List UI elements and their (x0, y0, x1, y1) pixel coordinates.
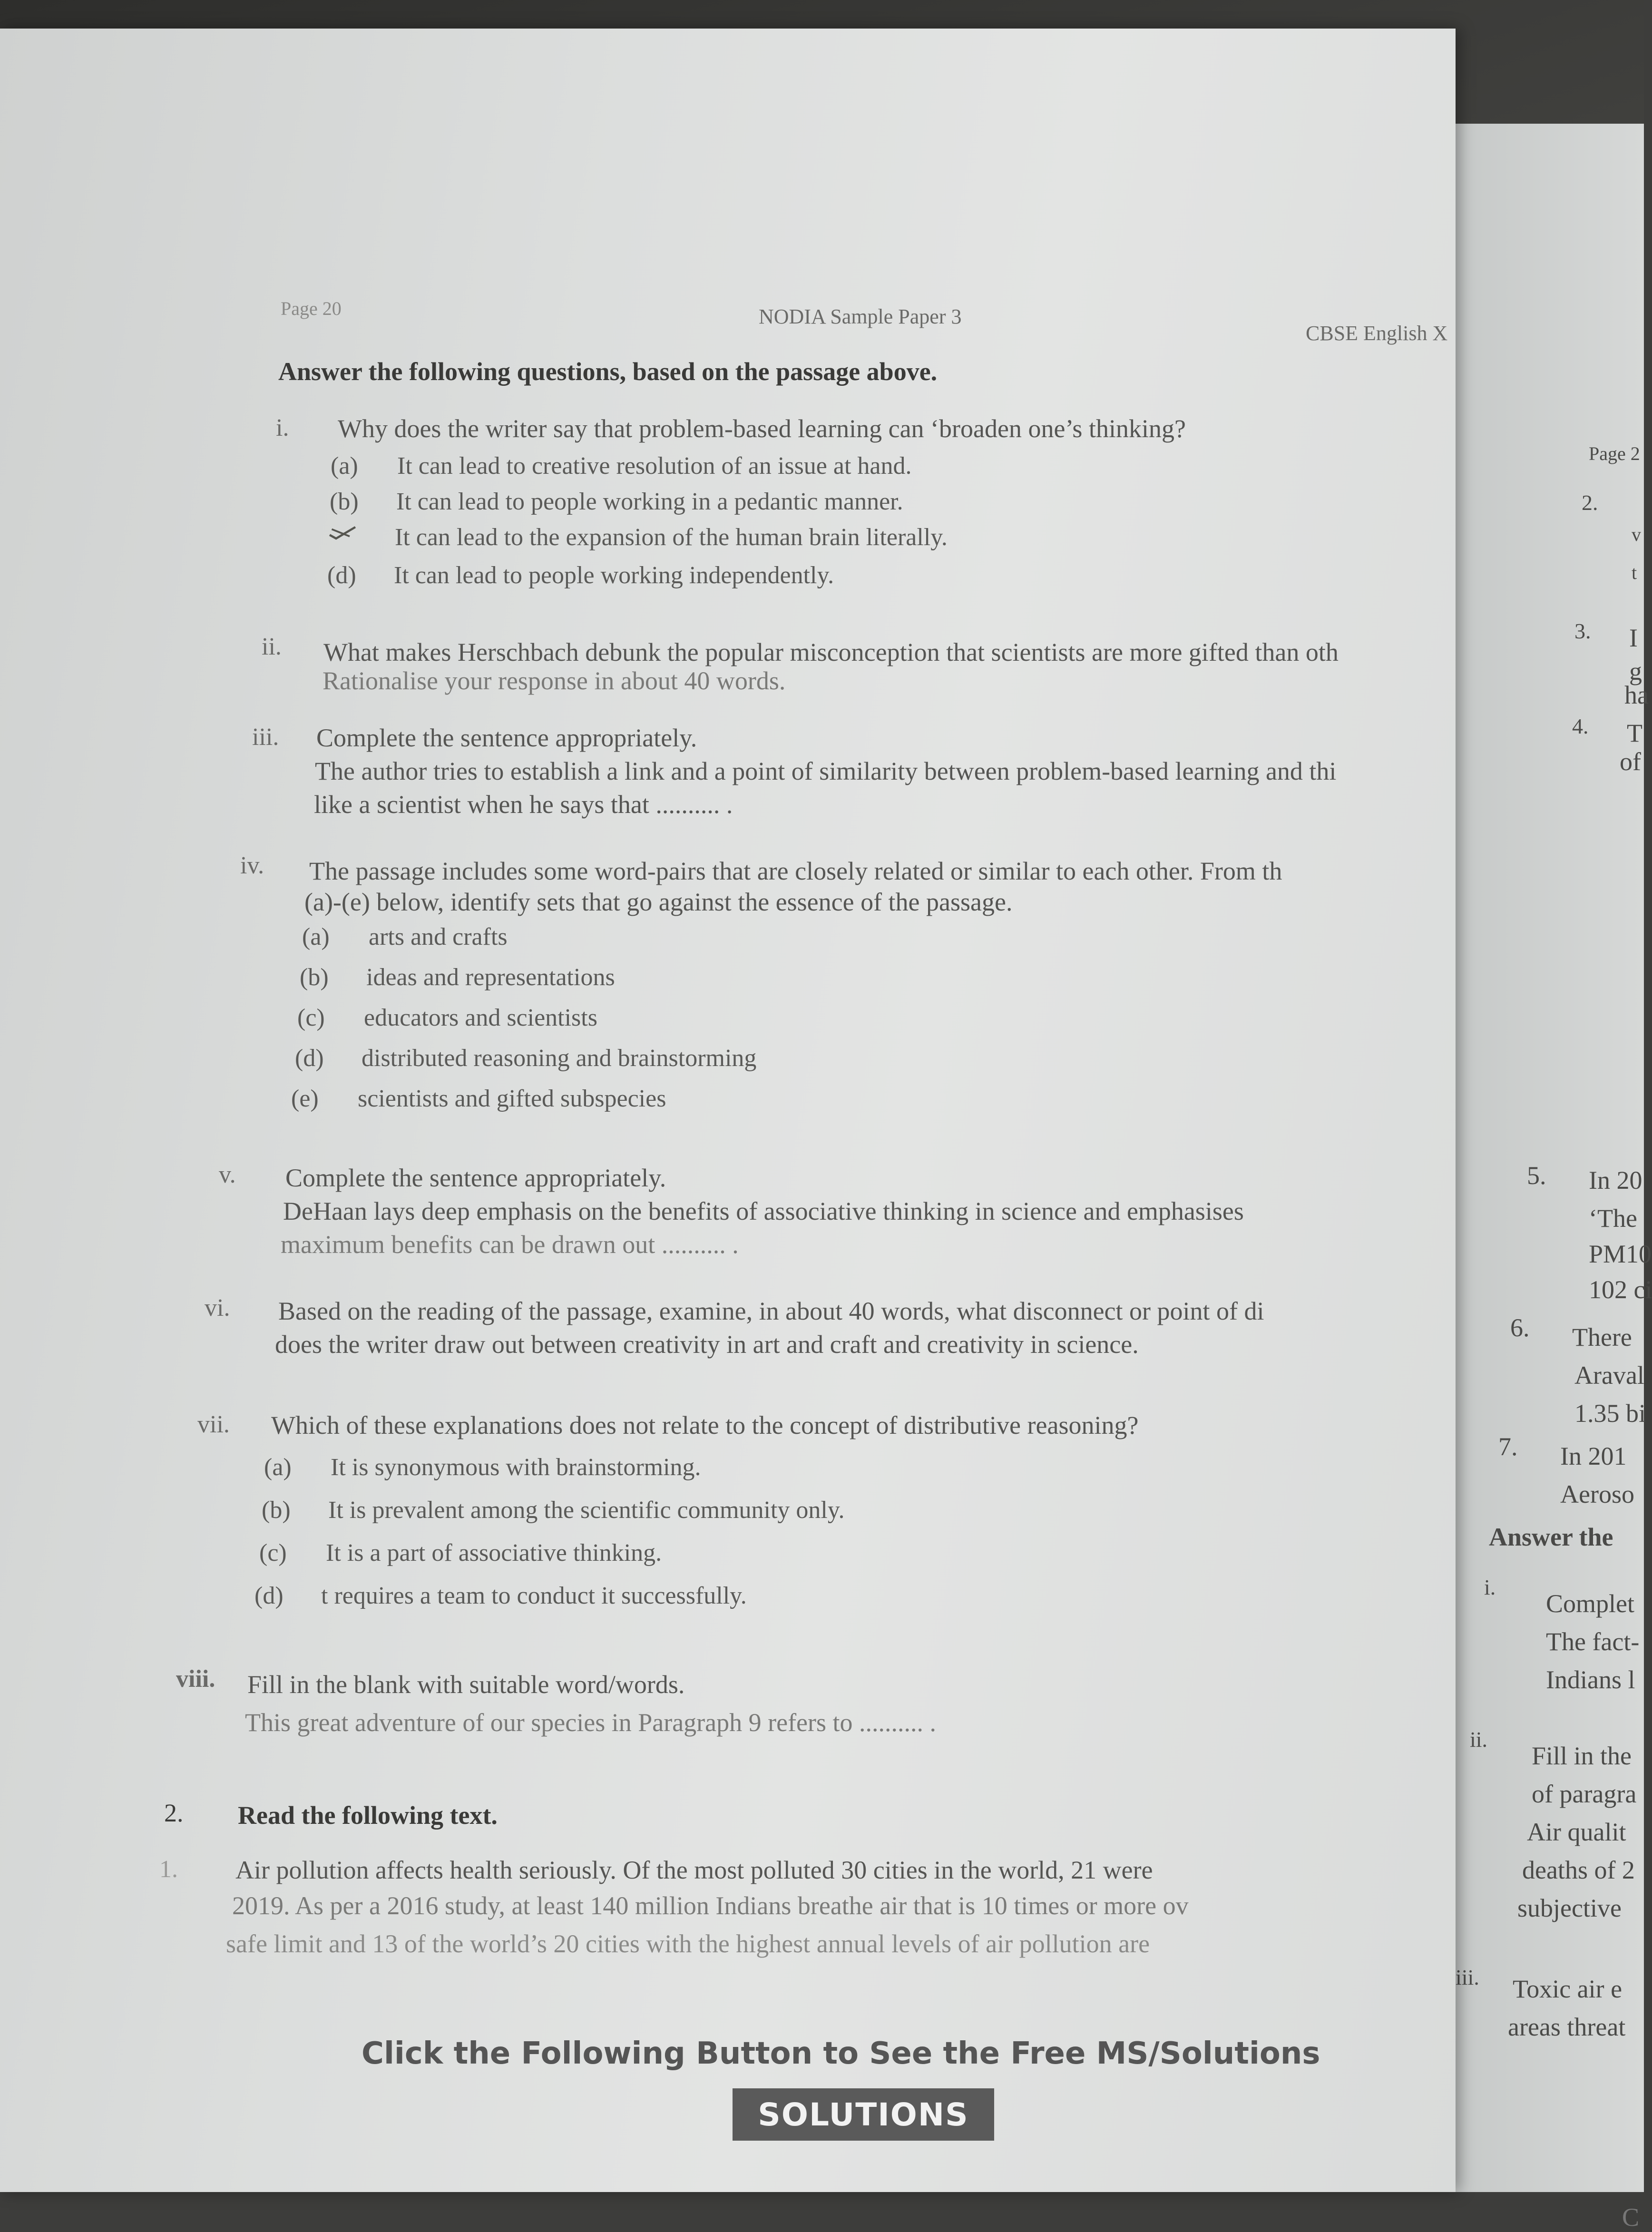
rp-text: There (1572, 1323, 1632, 1351)
option-row (295, 1044, 756, 1072)
exam-page (0, 29, 1456, 2192)
rp-text: 1.35 bi (1574, 1399, 1646, 1428)
rp-num: 3. (1574, 619, 1591, 643)
option-text: scientists and gifted subspecies (358, 1085, 666, 1112)
rp-text: Aeroso (1560, 1480, 1634, 1508)
option-label: (d) (295, 1045, 324, 1072)
option-label: (b) (262, 1497, 291, 1524)
rp-num: i. (1484, 1575, 1496, 1599)
option-row (331, 452, 912, 480)
option-row (300, 963, 615, 991)
rp-text: ‘The (1589, 1204, 1637, 1233)
question-text: The author tries to establish a link and a point of similarity between problem-based learning and thi (315, 757, 1337, 785)
option-row (259, 1539, 662, 1567)
option-text: It is prevalent among the scientific community only. (328, 1497, 845, 1524)
option-label: (b) (300, 964, 329, 991)
question-number: iii. (252, 724, 279, 751)
question-text: like a scientist when he says that .......... . (314, 790, 733, 819)
rp-text: I (1629, 624, 1638, 652)
question-number: v. (219, 1161, 236, 1188)
subject-label: CBSE English X (1306, 322, 1448, 345)
rp-text: C (1622, 2203, 1640, 2232)
rp-page-label: Page 2 (1589, 443, 1640, 464)
question-number: ii. (262, 633, 282, 660)
rp-text: Air qualit (1527, 1818, 1626, 1846)
option-row (262, 1496, 844, 1524)
solutions-prompt: Click the Following Button to See the Free MS/Solutions (362, 2036, 1320, 2071)
option-text: It is a part of associative thinking. (326, 1539, 662, 1566)
paper-title: NODIA Sample Paper 3 (759, 305, 962, 328)
option-row (264, 1453, 701, 1481)
option-row (328, 523, 948, 551)
rp-num: 2. (1582, 490, 1598, 515)
passage-line: Air pollution affects health seriously. Of the most polluted 30 cities in the world, 21 were (235, 1856, 1153, 1884)
option-text: educators and scientists (364, 1004, 597, 1031)
option-row (330, 488, 903, 516)
rp-text: g (1629, 657, 1642, 685)
option-text: It is synonymous with brainstorming. (331, 1454, 701, 1481)
question-text: Based on the reading of the passage, examine, in about 40 words, what disconnect or point of di (278, 1297, 1264, 1325)
rp-num: 4. (1572, 714, 1589, 738)
option-label: (c) (297, 1004, 325, 1031)
rp-text: Fill in the (1532, 1742, 1632, 1770)
question-number: vii. (197, 1411, 230, 1438)
rp-text: areas threat (1508, 2013, 1626, 2041)
option-text: It can lead to creative resolution of an issue at hand. (397, 452, 912, 480)
question-text: The passage includes some word-pairs that are closely related or similar to each other. From th (309, 857, 1282, 885)
rp-num: 6. (1510, 1313, 1530, 1342)
paragraph-number: 1. (159, 1856, 178, 1883)
option-label: (d) (254, 1582, 283, 1609)
rp-heading: Answer the (1489, 1523, 1613, 1551)
question-text: Which of these explanations does not relate to the concept of distributive reasoning? (271, 1411, 1139, 1439)
question-text: Fill in the blank with suitable word/words. (247, 1670, 685, 1699)
option-row (302, 923, 508, 951)
option-text: ideas and representations (366, 964, 615, 991)
option-row (327, 561, 834, 589)
question-text: maximum benefits can be drawn out .......... . (281, 1230, 739, 1259)
solutions-button[interactable]: SOLUTIONS (733, 2088, 994, 2141)
rp-text: T (1627, 719, 1642, 747)
question-number: iv. (240, 852, 264, 879)
option-row (291, 1085, 666, 1113)
page-number: Page 20 (281, 298, 342, 319)
question-number: vi. (205, 1294, 230, 1322)
option-label: (a) (302, 923, 330, 950)
passage-line: 2019. As per a 2016 study, at least 140 million Indians breathe air that is 10 times or more ov (232, 1891, 1189, 1920)
question-text: (a)-(e) below, identify sets that go against the essence of the passage. (304, 888, 1013, 916)
question-text: What makes Herschbach debunk the popular misconception that scientists are more gifted than oth (323, 638, 1339, 666)
option-label: (b) (330, 488, 359, 515)
option-text: It can lead to the expansion of the human brain literally. (395, 524, 948, 551)
section-instructions: Answer the following questions, based on the passage above. (278, 357, 938, 386)
option-text: t requires a team to conduct it successfully. (321, 1582, 747, 1609)
rp-num: ii. (1470, 1727, 1488, 1752)
question-text: DeHaan lays deep emphasis on the benefits of associative thinking in science and emphasises (283, 1197, 1244, 1225)
rp-text: Complet (1546, 1589, 1634, 1618)
passage-line: safe limit and 13 of the world’s 20 cities with the highest annual levels of air pollution are (226, 1929, 1150, 1958)
question-text: Why does the writer say that problem-based learning can ‘broaden one’s thinking? (338, 414, 1186, 443)
question-text: This great adventure of our species in Paragraph 9 refers to .......... . (245, 1708, 937, 1737)
option-text: distributed reasoning and brainstorming (362, 1045, 757, 1072)
rp-num: 7. (1498, 1432, 1518, 1461)
rp-text: v (1632, 524, 1641, 545)
option-label: (a) (264, 1454, 292, 1481)
option-text: arts and crafts (369, 923, 508, 950)
rp-text: 102 ci (1589, 1275, 1652, 1304)
question-number: viii. (176, 1665, 215, 1693)
rp-text: PM10 (1589, 1240, 1652, 1268)
option-row (297, 1004, 597, 1032)
rp-text: Toxic air e (1513, 1975, 1623, 2003)
rp-text: of (1620, 747, 1641, 776)
rp-text: Indians l (1546, 1665, 1635, 1694)
question-text: does the writer draw out between creativity in art and craft and creativity in science. (275, 1330, 1139, 1359)
option-label: (c) (259, 1539, 287, 1566)
rp-text: Araval (1574, 1361, 1644, 1390)
question-text: Rationalise your response in about 40 words. (323, 666, 786, 695)
rp-text: t (1632, 562, 1637, 583)
adjacent-page (1451, 124, 1652, 2232)
option-label: (e) (291, 1085, 319, 1112)
rp-text: In 20 (1589, 1166, 1642, 1194)
rp-text: The fact- (1546, 1627, 1640, 1656)
rp-num: iii. (1456, 1965, 1479, 1989)
question-text: Complete the sentence appropriately. (285, 1164, 666, 1192)
rp-text: subjective (1517, 1894, 1622, 1922)
rp-text: of paragra (1532, 1780, 1637, 1808)
section-number: 2. (164, 1799, 184, 1827)
rp-text: deaths of 2 (1522, 1856, 1635, 1884)
option-text: It can lead to people working independently. (394, 562, 834, 589)
section-title: Read the following text. (238, 1801, 498, 1830)
option-text: It can lead to people working in a pedantic manner. (396, 488, 903, 515)
question-number: i. (276, 414, 289, 441)
handwritten-tick-icon (323, 526, 362, 540)
option-label: (d) (327, 562, 356, 589)
rp-text: ha (1624, 681, 1649, 709)
option-row (254, 1582, 747, 1610)
rp-num: 5. (1527, 1161, 1546, 1190)
question-text: Complete the sentence appropriately. (316, 724, 697, 752)
option-label: (a) (331, 452, 358, 480)
rp-text: In 201 (1560, 1442, 1627, 1470)
